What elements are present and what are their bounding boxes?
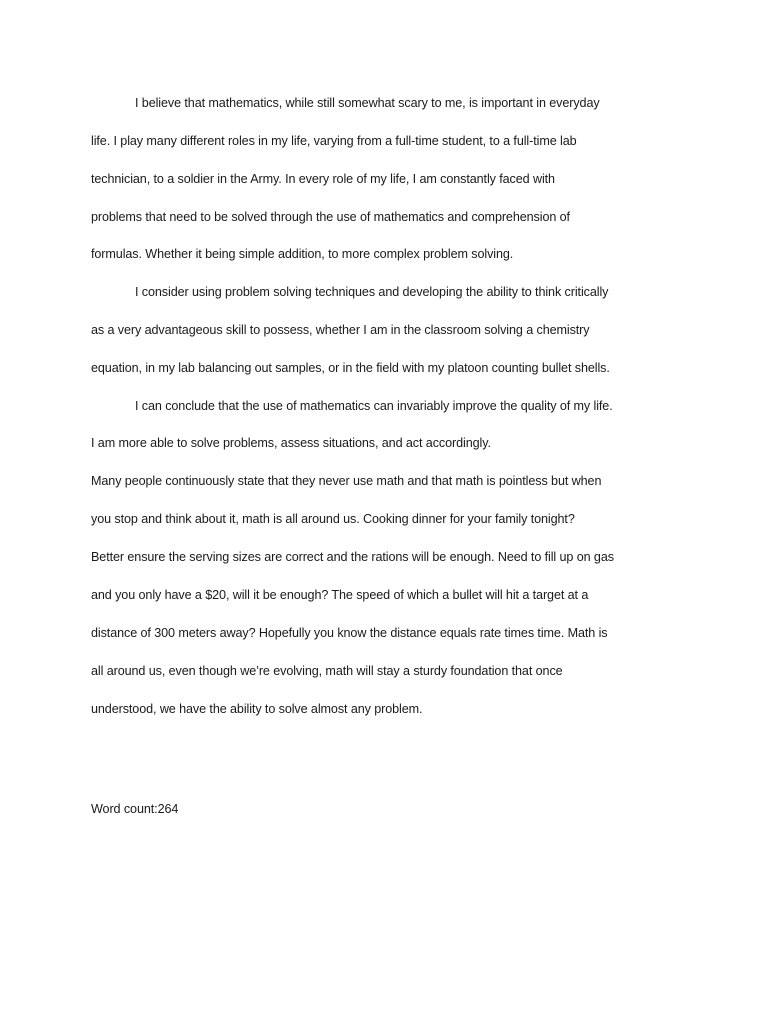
paragraph-1-line-3: technician, to a soldier in the Army. In every role of my life, I am constantly faced with [91,172,555,186]
paragraph-1-line-1: I believe that mathematics, while still somewhat scary to me, is important in everyday [135,96,600,110]
paragraph-3-line-1: I can conclude that the use of mathematics can invariably improve the quality of my life. [135,399,613,413]
paragraph-4-line-4: and you only have a $20, will it be enough? The speed of which a bullet will hit a target at a [91,588,589,602]
paragraph-2-line-1: I consider using problem solving techniques and developing the ability to think critically [135,285,609,299]
paragraph-2-line-2: as a very advantageous skill to possess, whether I am in the classroom solving a chemistry [91,323,590,337]
word-count: Word count:264 [91,802,179,816]
paragraph-4-line-1: Many people continuously state that they never use math and that math is pointless but when [91,474,602,488]
paragraph-3-line-2: I am more able to solve problems, assess situations, and act accordingly. [91,436,491,450]
paragraph-4-line-6: all around us, even though we’re evolving, math will stay a sturdy foundation that once [91,664,563,678]
paragraph-1-line-4: problems that need to be solved through the use of mathematics and comprehension of [91,210,570,224]
paragraph-1-line-5: formulas. Whether it being simple addition, to more complex problem solving. [91,247,514,261]
paragraph-2-line-3: equation, in my lab balancing out samples, or in the field with my platoon counting bullet shells. [91,361,610,375]
paragraph-4-line-3: Better ensure the serving sizes are correct and the rations will be enough. Need to fill up on gas [91,550,614,564]
paragraph-4-line-5: distance of 300 meters away? Hopefully you know the distance equals rate times time. Math is [91,626,608,640]
paragraph-4-line-2: you stop and think about it, math is all around us. Cooking dinner for your family tonight? [91,512,575,526]
paragraph-1-line-2: life. I play many different roles in my life, varying from a full-time student, to a full-time lab [91,134,577,148]
paragraph-4-line-7: understood, we have the ability to solve almost any problem. [91,702,423,716]
